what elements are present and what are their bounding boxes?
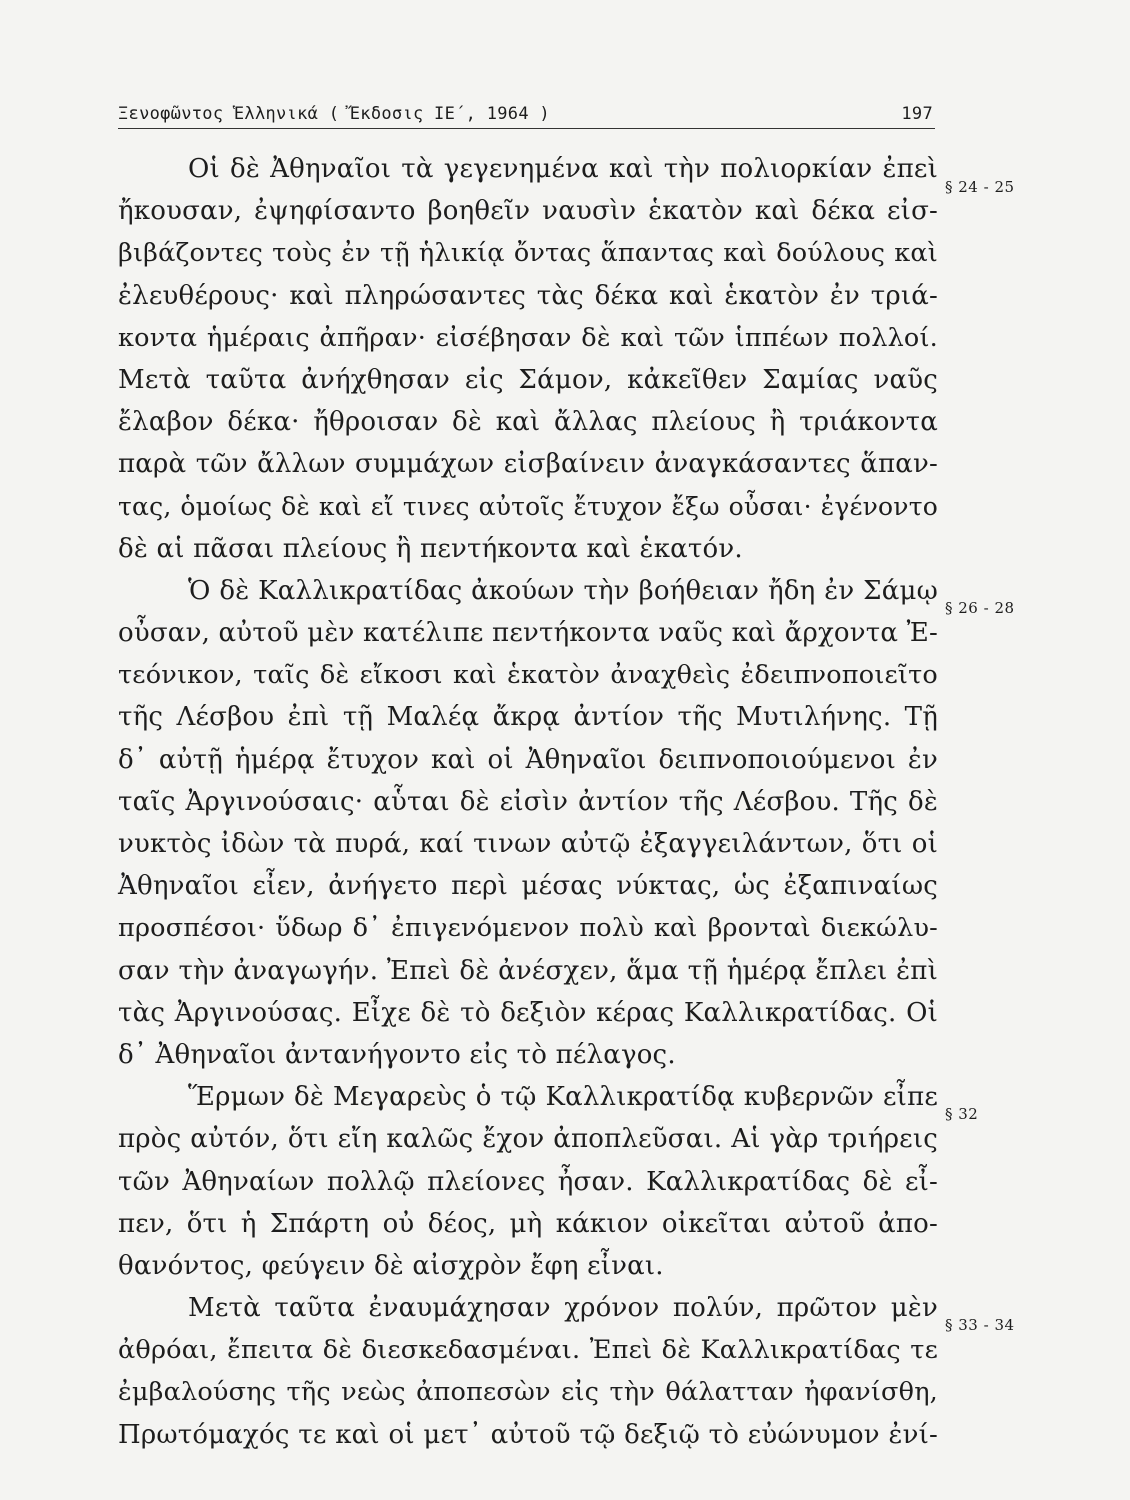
text-line: νυκτὸς ἰδὼν τὰ πυρά, καί τινων αὐτῷ ἐξαγγειλάντων, ὅτι οἱ bbox=[118, 829, 938, 859]
text-line: θανόντος, φεύγειν δὲ αἰσχρὸν ἔφη εἶναι. bbox=[118, 1250, 664, 1281]
text-line: Πρωτόμαχός τε καὶ οἱ μετ᾽ αὐτοῦ τῷ δεξιῷ τὸ εὐώνυμον ἐνί- bbox=[118, 1419, 938, 1450]
text-line: πρὸς αὐτόν, ὅτι εἴη καλῶς ἔχον ἀποπλεῦσαι. Αἱ γὰρ τριήρεις bbox=[118, 1124, 938, 1155]
text-line: τῆς Λέσβου ἐπὶ τῇ Μαλέᾳ ἄκρᾳ ἀντίον τῆς Μυτιλήνης. Τῇ bbox=[118, 702, 938, 733]
page-number: 197 bbox=[901, 104, 933, 124]
text-line: πεν, ὅτι ἡ Σπάρτη οὐ δέος, μὴ κάκιον οἰκεῖται αὐτοῦ ἀπο- bbox=[118, 1208, 938, 1239]
text-line: οὖσαν, αὐτοῦ μὲν κατέλιπε πεντήκοντα ναῦς καὶ ἄρχοντα Ἐ- bbox=[118, 618, 938, 649]
text-line: Ἀθηναῖοι εἶεν, ἀνήγετο περὶ μέσας νύκτας, ὡς ἐξαπιναίως bbox=[118, 871, 938, 902]
text-line: δ᾽ αὐτῇ ἡμέρᾳ ἔτυχον καὶ οἱ Ἀθηναῖοι δειπνοποιούμενοι ἐν bbox=[118, 744, 938, 775]
text-line: ταῖς Ἀργινούσαις· αὗται δὲ εἰσὶν ἀντίον τῆς Λέσβου. Τῆς δὲ bbox=[118, 786, 938, 817]
text-line: σαν τὴν ἀναγωγήν. Ἐπεὶ δὲ ἀνέσχεν, ἅμα τῇ ἡμέρᾳ ἔπλει ἐπὶ bbox=[118, 955, 938, 986]
text-line: ἀθρόαι, ἔπειτα δὲ διεσκεδασμέναι. Ἐπεὶ δὲ Καλλικρατίδας τε bbox=[118, 1335, 938, 1366]
text-line: παρὰ τῶν ἄλλων συμμάχων εἰσβαίνειν ἀναγκάσαντες ἅπαν- bbox=[118, 449, 938, 480]
body-text bbox=[118, 148, 938, 1456]
text-line: Μετὰ ταῦτα ἐναυμάχησαν χρόνον πολύν, πρῶτον μὲν bbox=[188, 1293, 938, 1324]
text-line: ἔλαβον δέκα· ἤθροισαν δὲ καὶ ἄλλας πλείους ἢ τριάκοντα bbox=[118, 407, 938, 438]
text-line: Ὁ δὲ Καλλικρατίδας ἀκούων τὴν βοήθειαν ἤδη ἐν Σάμῳ bbox=[188, 575, 938, 606]
text-line: Οἱ δὲ Ἀθηναῖοι τὰ γεγενημένα καὶ τὴν πολιορκίαν ἐπεὶ bbox=[188, 154, 938, 184]
header-rule bbox=[118, 128, 935, 129]
paragraph-4 bbox=[118, 1287, 938, 1456]
text-line: Μετὰ ταῦτα ἀνήχθησαν εἰς Σάμον, κἀκεῖθεν Σαμίας ναῦς bbox=[118, 364, 938, 395]
section-ref-2: § 26 - 28 bbox=[945, 599, 1015, 617]
text-line: Ἕρμων δὲ Μεγαρεὺς ὁ τῷ Καλλικρατίδᾳ κυβερνῶν εἶπε bbox=[188, 1082, 938, 1113]
text-line: κοντα ἡμέραις ἀπῆραν· εἰσέβησαν δὲ καὶ τῶν ἱππέων πολλοί. bbox=[118, 322, 938, 353]
text-line: τὰς Ἀργινούσας. Εἶχε δὲ τὸ δεξιὸν κέρας Καλλικρατίδας. Οἱ bbox=[118, 997, 938, 1028]
text-line: τῶν Ἀθηναίων πολλῷ πλείονες ἦσαν. Καλλικρατίδας δὲ εἶ- bbox=[118, 1166, 938, 1197]
text-line: δὲ αἱ πᾶσαι πλείους ἢ πεντήκοντα καὶ ἑκατόν. bbox=[118, 533, 743, 564]
text-line: τας, ὁμοίως δὲ καὶ εἴ τινες αὐτοῖς ἔτυχον ἔξω οὖσαι· ἐγένοντο bbox=[118, 491, 938, 521]
text-line: ἐλευθέρους· καὶ πληρώσαντες τὰς δέκα καὶ ἑκατὸν ἐν τριά- bbox=[118, 280, 938, 311]
section-ref-4: § 33 - 34 bbox=[945, 1316, 1015, 1334]
text-line: βιβάζοντες τοὺς ἐν τῇ ἡλικίᾳ ὄντας ἅπαντας καὶ δούλους καὶ bbox=[118, 238, 938, 269]
text-line: προσπέσοι· ὕδωρ δ᾽ ἐπιγενόμενον πολὺ καὶ βρονταὶ διεκώλυ- bbox=[118, 913, 938, 944]
running-head bbox=[118, 100, 935, 130]
text-line: ἐμβαλούσης τῆς νεὼς ἀποπεσὼν εἰς τὴν θάλατταν ἠφανίσθη, bbox=[118, 1377, 938, 1408]
text-line: τεόνικον, ταῖς δὲ εἴκοσι καὶ ἑκατὸν ἀναχθεὶς ἐδειπνοποιεῖτο bbox=[118, 660, 938, 691]
text-line: δ᾽ Ἀθηναῖοι ἀντανήγοντο εἰς τὸ πέλαγος. bbox=[118, 1039, 676, 1070]
paragraph-2 bbox=[118, 570, 938, 1076]
running-head-title: Ξενοφῶντος Ἑλληνικά ( Ἔκδοσις ΙΕ΄, 1964 ) bbox=[118, 104, 550, 124]
paragraph-1 bbox=[118, 148, 938, 570]
paragraph-3 bbox=[118, 1076, 938, 1287]
section-ref-3: § 32 bbox=[945, 1105, 979, 1123]
section-ref-1: § 24 - 25 bbox=[945, 178, 1015, 196]
text-line: ἤκουσαν, ἐψηφίσαντο βοηθεῖν ναυσὶν ἑκατὸν καὶ δέκα εἰσ- bbox=[118, 196, 938, 227]
